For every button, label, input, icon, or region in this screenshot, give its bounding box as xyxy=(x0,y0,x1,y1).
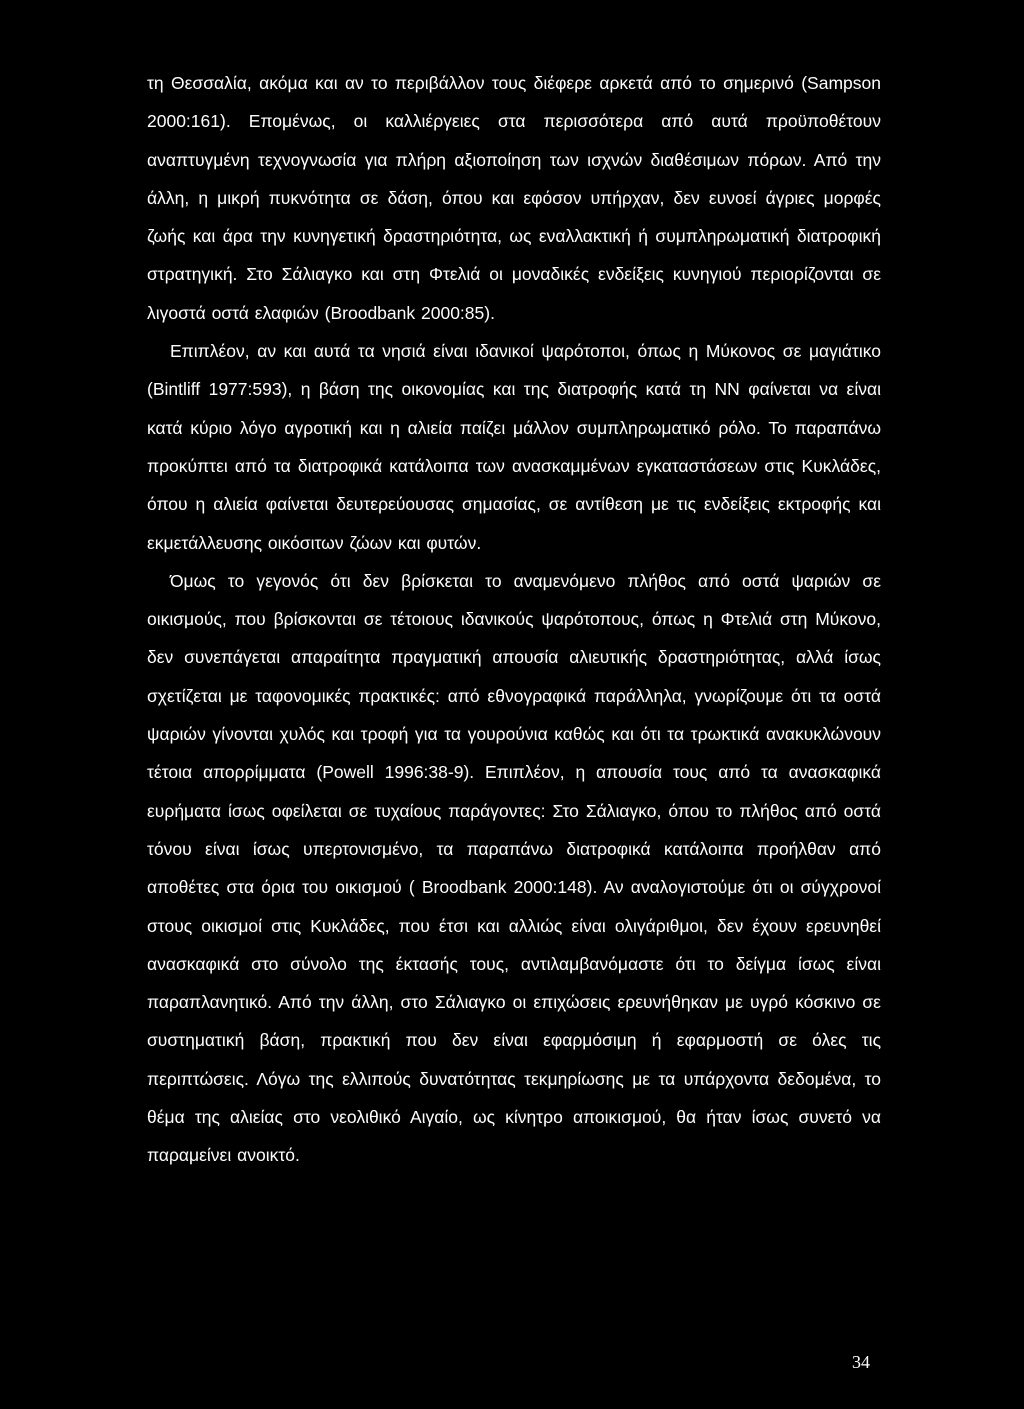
paragraph-2: Επιπλέον, αν και αυτά τα νησιά είναι ιδανικοί ψαρότοποι, όπως η Μύκονος σε μαγιάτικο (Bintliff 1977:593), η βάση της οικονομίας και της διατροφής κατά τη ΝΝ φαίνεται να είναι κατά κύριο λόγο αγροτική και η αλιεία παίζει μάλλον συμπληρωματικό ρόλο. Το παραπάνω προκύπτει από τα διατροφικά κατάλοιπα των ανασκαμμένων εγκαταστάσεων στις Κυκλάδες, όπου η αλιεία φαίνεται δευτερεύουσας σημασίας, σε αντίθεση με τις ενδείξεις εκτροφής και εκμετάλλευσης οικόσιτων ζώων και φυτών. xyxy=(147,341,881,553)
page-number: 34 xyxy=(852,1352,870,1372)
paragraph-3: Όμως το γεγονός ότι δεν βρίσκεται το αναμενόμενο πλήθος από οστά ψαριών σε οικισμούς, που βρίσκονται σε τέτοιους ιδανικούς ψαρότοπους, όπως η Φτελιά στη Μύκονο, δεν συνεπάγεται απαραίτητα πραγματική απουσία αλιευτικής δραστηριότητας, αλλά ίσως σχετίζεται με ταφονομικές πρακτικές: από εθνογραφικά παράλληλα, γνωρίζουμε ότι τα οστά ψαριών γίνονται χυλός και τροφή για τα γουρούνια καθώς και ότι τα τρωκτικά ανακυκλώνουν τέτοια απορρίμματα (Powell 1996:38-9). Επιπλέον, η απουσία τους από τα ανασκαφικά ευρήματα ίσως οφείλεται σε τυχαίους παράγοντες: Στο Σάλιαγκο, όπου το πλήθος από οστά τόνου είναι ίσως υπερτονισμένο, τα παραπάνω διατροφικά κατάλοιπα προήλθαν από αποθέτες στα όρια του οικισμού ( Broodbank 2000:148). Αν αναλογιστούμε ότι οι σύγχρονοί στους οικισμοί στις Κυκλάδες, που έτσι και αλλιώς είναι ολιγάριθμοι, δεν έχουν ερευνηθεί ανασκαφικά στο σύνολο της έκτασής τους, αντιλαμβανόμαστε ότι το δείγμα ίσως είναι παραπλανητικό. Από την άλλη, στο Σάλιαγκο οι επιχώσεις ερευνήθηκαν με υγρό κόσκινο σε συστηματική βάση, πρακτική που δεν είναι εφαρμόσιμη ή εφαρμοστή σε όλες τις περιπτώσεις. Λόγω της ελλιπούς δυνατότητας τεκμηρίωσης με τα υπάρχοντα δεδομένα, το θέμα της αλιείας στο νεολιθικό Αιγαίο, ως κίνητρο αποικισμού, θα ήταν ίσως συνετό να παραμείνει ανοικτό. xyxy=(147,570,881,1166)
document-body xyxy=(147,64,881,1175)
paragraph-1: τη Θεσσαλία, ακόμα και αν το περιβάλλον τους διέφερε αρκετά από το σημερινό (Sampson 2000:161). Επομένως, οι καλλιέργειες στα περισσότερα από αυτά προϋποθέτουν αναπτυγμένη τεχνογνωσία για πλήρη αξιοποίηση των ισχνών διαθέσιμων πόρων. Από την άλλη, η μικρή πυκνότητα σε δάση, όπου και εφόσον υπήρχαν, δεν ευνοεί άγριες μορφές ζωής και άρα την κυνηγετική δραστηριότητα, ως εναλλακτική ή συμπληρωματική διατροφική στρατηγική. Στο Σάλιαγκο και στη Φτελιά οι μοναδικές ενδείξεις κυνηγιού περιορίζονται σε λιγοστά οστά ελαφιών (Broodbank 2000:85). xyxy=(147,73,881,323)
